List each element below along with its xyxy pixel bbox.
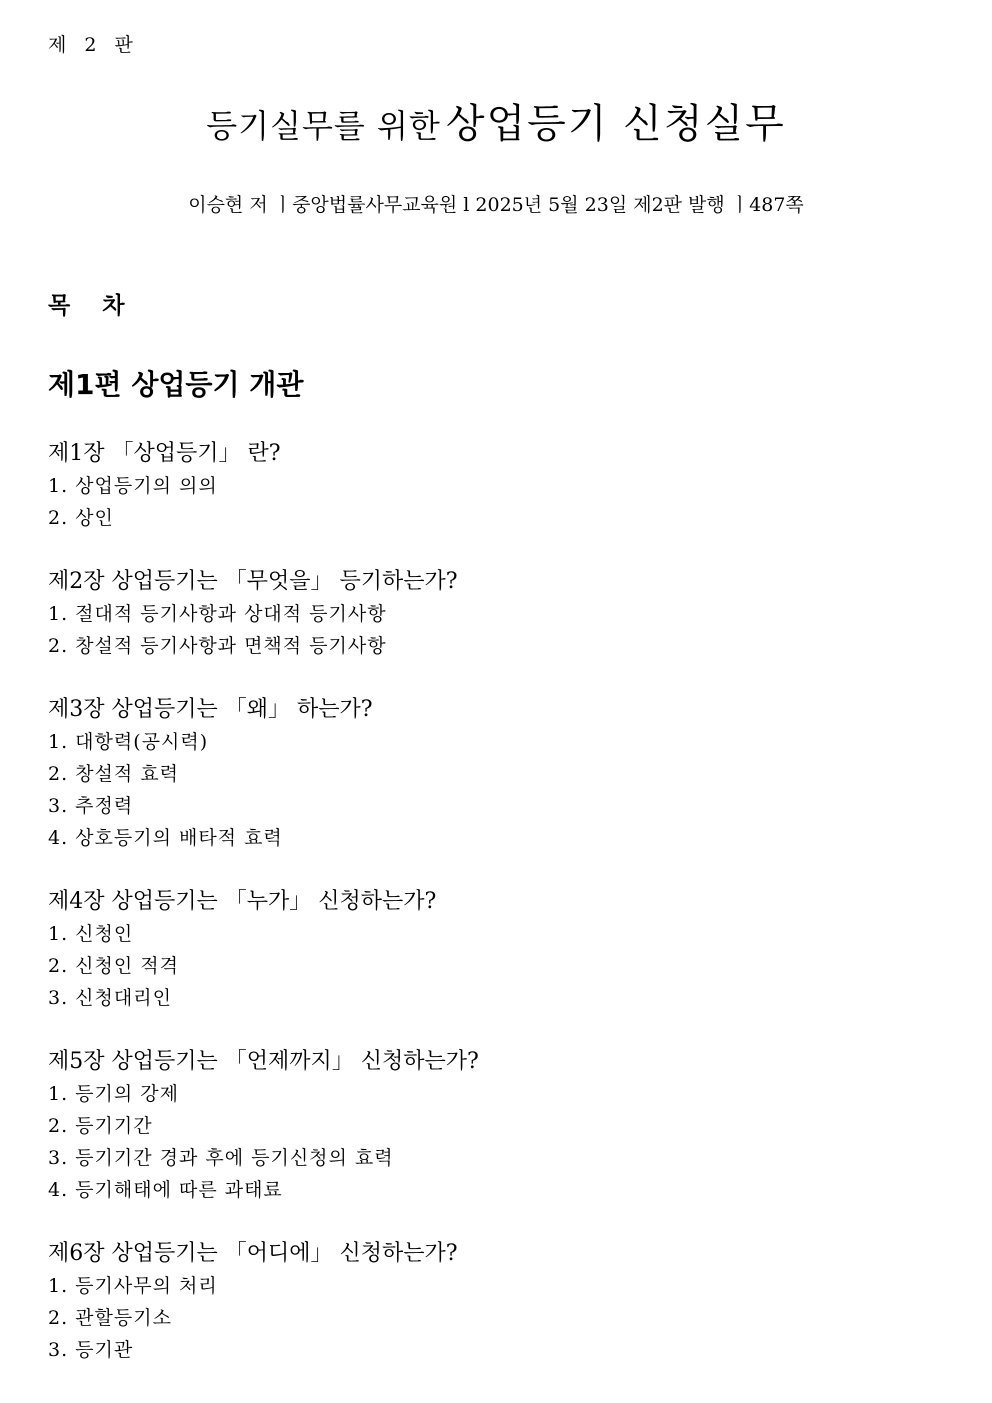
part-title: 제1편 상업등기 개관 (48, 368, 304, 401)
chapter-title: 제3장 상업등기는 「왜」 하는가? (48, 697, 373, 722)
chapter-block (48, 566, 948, 662)
chapter-item: 2. 창설적 등기사항과 면책적 등기사항 (48, 635, 387, 657)
chapter-title: 제4장 상업등기는 「누가」 신청하는가? (48, 889, 437, 914)
chapter-item: 1. 상업등기의 의의 (48, 475, 218, 497)
chapter-title: 제5장 상업등기는 「언제까지」 신청하는가? (48, 1049, 479, 1074)
chapter-title: 제6장 상업등기는 「어디에」 신청하는가? (48, 1241, 458, 1266)
chapter-block (48, 694, 948, 854)
chapter-item: 1. 대항력(공시력) (48, 731, 209, 753)
edition-label: 제 2 판 (48, 34, 139, 56)
chapter-item: 4. 등기해태에 따른 과태료 (48, 1179, 283, 1201)
chapter-item: 2. 신청인 적격 (48, 955, 179, 977)
chapter-item: 2. 등기기간 (48, 1115, 153, 1137)
chapter-item: 4. 상호등기의 배타적 효력 (48, 827, 283, 849)
chapter-item: 3. 추정력 (48, 795, 134, 817)
chapter-item: 2. 창설적 효력 (48, 763, 179, 785)
chapter-block (48, 1046, 948, 1206)
book-title (0, 92, 992, 149)
chapter-item: 1. 절대적 등기사항과 상대적 등기사항 (48, 603, 387, 625)
publication-info: 이승현 저 ㅣ중앙법률사무교육원 l 2025년 5월 23일 제2판 발행 ㅣ487쪽 (188, 194, 804, 216)
toc-heading: 목 차 (48, 293, 137, 319)
chapter-item: 2. 관할등기소 (48, 1307, 172, 1329)
chapter-title: 제2장 상업등기는 「무엇을」 등기하는가? (48, 569, 458, 594)
chapter-block (48, 886, 948, 1014)
chapter-list (48, 438, 948, 1398)
chapter-item: 1. 등기사무의 처리 (48, 1275, 218, 1297)
chapter-item: 3. 등기관 (48, 1339, 134, 1361)
chapter-item: 1. 등기의 강제 (48, 1083, 179, 1105)
chapter-block (48, 1238, 948, 1366)
chapter-item: 2. 상인 (48, 507, 114, 529)
chapter-item: 3. 신청대리인 (48, 987, 172, 1009)
book-title-prefix: 등기실무를 위한 (206, 107, 441, 145)
chapter-item: 3. 등기기간 경과 후에 등기신청의 효력 (48, 1147, 394, 1169)
book-title-main: 상업등기 신청실무 (445, 101, 786, 147)
chapter-block (48, 438, 948, 534)
chapter-item: 1. 신청인 (48, 923, 134, 945)
chapter-title: 제1장 「상업등기」 란? (48, 441, 281, 466)
